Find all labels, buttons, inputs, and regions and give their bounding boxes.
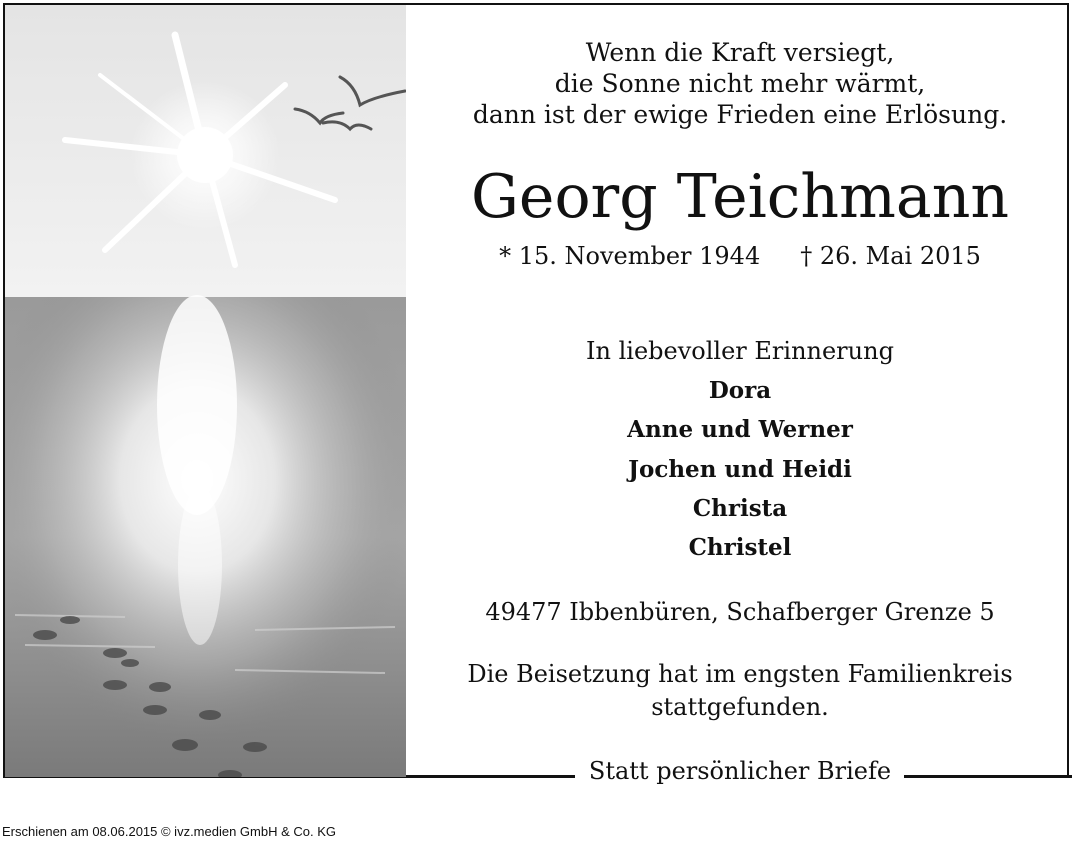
burial-line-1: Die Beisetzung hat im engsten Familienkreis — [467, 660, 1013, 688]
mourner-name: Dora — [708, 377, 772, 404]
bottom-border-right — [904, 775, 1072, 778]
mourner-name: Jochen und Heidi — [628, 456, 852, 483]
mourner-name: Christa — [692, 495, 788, 522]
mourner-name: Anne und Werner — [627, 416, 853, 443]
publication-footer: Erschienen am 08.06.2015 © ivz.medien GmbH & Co. KG — [2, 824, 337, 839]
verse-line-1: Wenn die Kraft versiegt, — [585, 38, 895, 67]
burial-line-2: stattgefunden. — [651, 693, 829, 721]
mourner-name: Christel — [688, 534, 792, 561]
verse-line-3: dann ist der ewige Frieden eine Erlösung. — [472, 100, 1008, 129]
address: 49477 Ibbenbüren, Schafberger Grenze 5 — [485, 598, 995, 626]
deceased-name: Georg Teichmann — [471, 162, 1009, 232]
birth-date: * 15. November 1944 — [499, 242, 761, 270]
life-dates — [406, 240, 1074, 272]
death-date: † 26. Mai 2015 — [800, 242, 981, 270]
closing-line: Statt persönlicher Briefe — [576, 755, 904, 787]
memorial-image — [5, 5, 406, 777]
remembrance-line: In liebevoller Erinnerung — [586, 337, 894, 365]
verse-line-2: die Sonne nicht mehr wärmt, — [554, 69, 926, 98]
